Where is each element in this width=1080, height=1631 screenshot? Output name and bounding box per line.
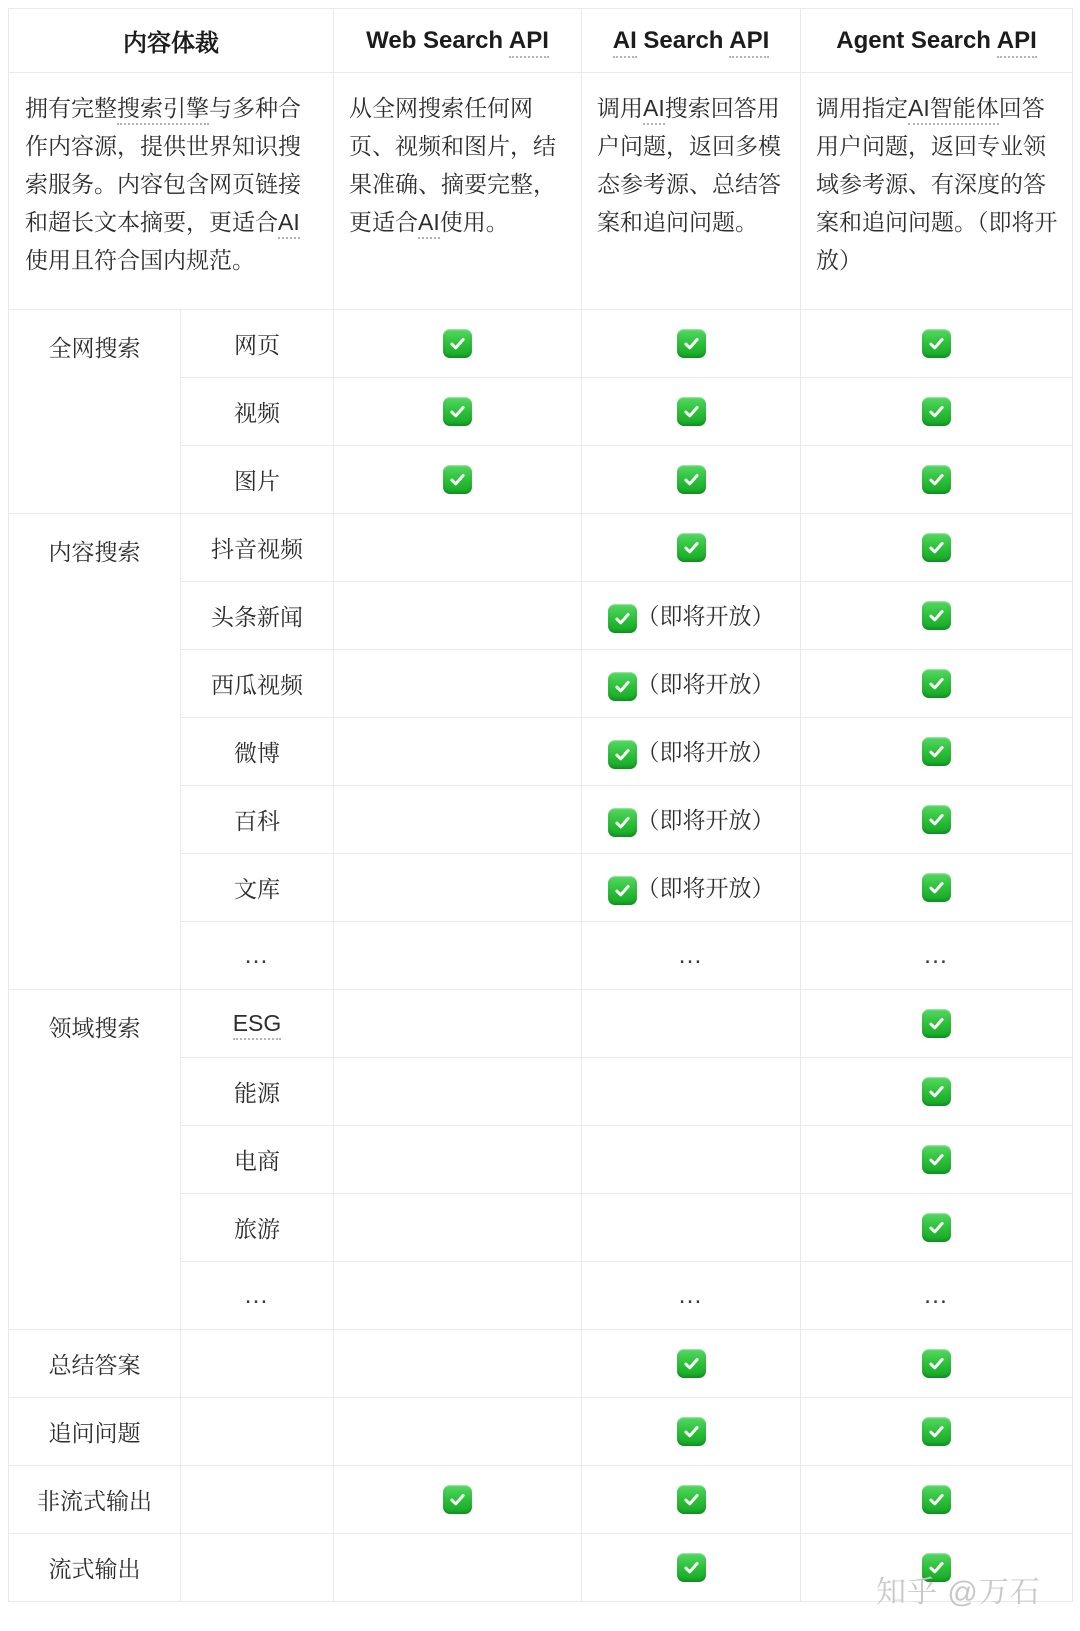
api-comparison-table [8, 8, 1073, 1602]
check-icon [922, 737, 951, 766]
web-search-api-cell [334, 1262, 582, 1330]
group-cell [9, 310, 181, 514]
desc-text: 拥有完整 [25, 95, 117, 121]
group-label: 领域搜索 [48, 1015, 141, 1041]
check-icon [443, 329, 472, 358]
header-label: Agent Search [836, 26, 997, 54]
ai-search-api-cell [582, 446, 801, 514]
ai-search-api-cell [582, 310, 801, 378]
item-label: 电商 [234, 1148, 280, 1174]
web-search-api-cell [334, 922, 582, 990]
item-cell [181, 1194, 334, 1262]
header-label-underlined: API [729, 27, 769, 58]
check-icon [922, 1485, 951, 1514]
feature-label: 追问问题 [48, 1420, 141, 1446]
ellipsis: … [677, 941, 705, 969]
ai-search-api-cell [582, 1058, 801, 1126]
soon-note: （即将开放） [636, 807, 775, 834]
watermark-text: 知乎 @万石 [876, 1576, 1041, 1609]
item-cell [181, 718, 334, 786]
ai-search-api-cell [582, 582, 801, 650]
desc-text-underlined: AI [643, 95, 665, 125]
description-ai-search-api [582, 73, 801, 310]
col-header-content-type [9, 9, 334, 73]
ai-search-api-cell [582, 1330, 801, 1398]
table-row [9, 990, 1073, 1058]
item-label: 头条新闻 [211, 604, 303, 630]
soon-note: （即将开放） [636, 671, 775, 698]
desc-text-underlined: 搜索引擎 [117, 95, 209, 125]
item-label: … [243, 941, 271, 969]
group-cell [9, 990, 181, 1330]
web-search-api-cell [334, 990, 582, 1058]
ai-search-api-cell [582, 786, 801, 854]
agent-search-api-cell [801, 1058, 1073, 1126]
check-icon [922, 873, 951, 902]
agent-search-api-cell [801, 1398, 1073, 1466]
item-cell [181, 922, 334, 990]
agent-search-api-cell [801, 514, 1073, 582]
ellipsis: … [677, 1281, 705, 1309]
check-icon [922, 805, 951, 834]
web-search-api-cell [334, 1534, 582, 1602]
description-web-search-api [334, 73, 582, 310]
ai-search-api-cell [582, 1194, 801, 1262]
agent-search-api-cell [801, 786, 1073, 854]
agent-search-api-cell [801, 582, 1073, 650]
empty-cell [181, 1534, 334, 1602]
ai-search-api-cell [582, 718, 801, 786]
ai-search-api-cell [582, 854, 801, 922]
table-row [9, 1398, 1073, 1466]
desc-text: 调用指定 [816, 95, 908, 121]
item-label: ESG [233, 1010, 282, 1040]
web-search-api-cell [334, 310, 582, 378]
desc-text-underlined: AI [418, 209, 440, 239]
desc-text: 搜索回答用户问题，返回多模态参考源、总结答案和追问问题。 [597, 95, 781, 235]
item-cell [181, 1262, 334, 1330]
agent-search-api-cell [801, 1194, 1073, 1262]
web-search-api-cell [334, 786, 582, 854]
agent-search-api-cell [801, 1330, 1073, 1398]
description-row [9, 73, 1073, 310]
check-icon [922, 1077, 951, 1106]
check-icon [922, 533, 951, 562]
check-icon [922, 1349, 951, 1378]
ai-search-api-cell [582, 1534, 801, 1602]
desc-text-underlined: AI [278, 209, 300, 239]
header-label: Web Search [366, 26, 509, 54]
soon-note: （即将开放） [636, 739, 775, 766]
ai-search-api-cell [582, 990, 801, 1058]
item-cell [181, 582, 334, 650]
check-icon [608, 672, 637, 701]
check-icon [443, 397, 472, 426]
item-label: 网页 [234, 332, 280, 358]
ellipsis: … [923, 941, 950, 969]
agent-search-api-cell [801, 1126, 1073, 1194]
agent-search-api-cell [801, 718, 1073, 786]
group-label: 内容搜索 [48, 539, 141, 565]
item-label: 视频 [234, 400, 280, 426]
check-icon [922, 1213, 951, 1242]
empty-cell [181, 1398, 334, 1466]
web-search-api-cell [334, 1466, 582, 1534]
agent-search-api-cell [801, 446, 1073, 514]
web-search-api-cell [334, 514, 582, 582]
item-label: … [243, 1281, 271, 1309]
web-search-api-cell [334, 854, 582, 922]
feature-label-cell [9, 1398, 181, 1466]
check-icon [677, 465, 706, 494]
check-icon [677, 1417, 706, 1446]
check-icon [677, 397, 706, 426]
agent-search-api-cell [801, 1262, 1073, 1330]
check-icon [608, 876, 637, 905]
ai-search-api-cell [582, 514, 801, 582]
check-icon [922, 1009, 951, 1038]
table-row [9, 310, 1073, 378]
ellipsis: … [923, 1281, 950, 1309]
empty-cell [181, 1330, 334, 1398]
agent-search-api-cell [801, 1466, 1073, 1534]
check-icon [677, 1485, 706, 1514]
ai-search-api-cell [582, 1466, 801, 1534]
item-cell [181, 786, 334, 854]
web-search-api-cell [334, 718, 582, 786]
header-row [9, 9, 1073, 73]
zhihu-watermark [876, 1567, 1041, 1611]
feature-label-cell [9, 1534, 181, 1602]
check-icon [922, 329, 951, 358]
agent-search-api-cell [801, 650, 1073, 718]
item-label: 文库 [234, 876, 280, 902]
check-icon [922, 397, 951, 426]
desc-text: 使用。 [439, 209, 509, 235]
item-label: 图片 [234, 468, 280, 494]
soon-note: （即将开放） [636, 603, 775, 630]
web-search-api-cell [334, 1126, 582, 1194]
header-label-underlined: API [509, 27, 549, 58]
desc-text: 从全网搜索任何网页、视频和图片，结果准确、摘要完整，更适合 [349, 95, 556, 235]
description-agent-search-api [801, 73, 1073, 310]
check-icon [608, 604, 637, 633]
check-icon [922, 601, 951, 630]
table-row [9, 1466, 1073, 1534]
desc-text: 调用 [597, 95, 643, 121]
item-label: 旅游 [234, 1216, 280, 1242]
soon-note: （即将开放） [636, 875, 775, 902]
desc-text: 使用且符合国内规范。 [25, 247, 255, 273]
item-cell [181, 650, 334, 718]
web-search-api-cell [334, 1058, 582, 1126]
description-content-type [9, 73, 334, 310]
header-label: 内容体裁 [123, 30, 219, 57]
ai-search-api-cell [582, 922, 801, 990]
check-icon [677, 329, 706, 358]
table-row [9, 1330, 1073, 1398]
item-label: 抖音视频 [211, 536, 303, 562]
item-cell [181, 1126, 334, 1194]
web-search-api-cell [334, 1194, 582, 1262]
check-icon [677, 1349, 706, 1378]
check-icon [677, 1553, 706, 1582]
check-icon [922, 669, 951, 698]
web-search-api-cell [334, 1398, 582, 1466]
group-label: 全网搜索 [48, 335, 141, 361]
check-icon [922, 465, 951, 494]
col-header-web-search-api [334, 9, 582, 73]
desc-text: 回答用户问题，返回专业领域参考源、有深度的答案和追问问题。（即将开放） [816, 95, 1058, 273]
feature-label-cell [9, 1330, 181, 1398]
header-label-underlined: AI [613, 27, 637, 58]
item-label: 百科 [234, 808, 280, 834]
agent-search-api-cell [801, 310, 1073, 378]
group-cell [9, 514, 181, 990]
item-cell [181, 990, 334, 1058]
agent-search-api-cell [801, 922, 1073, 990]
agent-search-api-cell [801, 990, 1073, 1058]
desc-text-underlined: AI智能体 [908, 95, 999, 125]
feature-label: 总结答案 [48, 1352, 141, 1378]
item-label: 微博 [234, 740, 280, 766]
web-search-api-cell [334, 1330, 582, 1398]
check-icon [922, 1145, 951, 1174]
check-icon [608, 740, 637, 769]
item-cell [181, 514, 334, 582]
table-row [9, 514, 1073, 582]
ai-search-api-cell [582, 378, 801, 446]
ai-search-api-cell [582, 1126, 801, 1194]
ai-search-api-cell [582, 1262, 801, 1330]
feature-label: 流式输出 [48, 1556, 141, 1582]
col-header-ai-search-api [582, 9, 801, 73]
web-search-api-cell [334, 582, 582, 650]
check-icon [608, 808, 637, 837]
web-search-api-cell [334, 446, 582, 514]
agent-search-api-cell [801, 854, 1073, 922]
item-cell [181, 378, 334, 446]
empty-cell [181, 1466, 334, 1534]
header-label: Search [636, 26, 730, 54]
item-label: 西瓜视频 [211, 672, 303, 698]
item-cell [181, 310, 334, 378]
check-icon [443, 465, 472, 494]
desc-text: 与多种合作内容源，提供世界知识搜索服务。内容包含网页链接和超长文本摘要，更适合 [25, 95, 301, 235]
item-cell [181, 854, 334, 922]
feature-label: 非流式输出 [37, 1488, 152, 1514]
item-cell [181, 1058, 334, 1126]
web-search-api-cell [334, 650, 582, 718]
check-icon [922, 1417, 951, 1446]
item-label: 能源 [234, 1080, 280, 1106]
check-icon [677, 533, 706, 562]
feature-label-cell [9, 1466, 181, 1534]
col-header-agent-search-api [801, 9, 1073, 73]
ai-search-api-cell [582, 650, 801, 718]
check-icon [443, 1485, 472, 1514]
header-label-underlined: API [997, 27, 1037, 58]
ai-search-api-cell [582, 1398, 801, 1466]
agent-search-api-cell [801, 378, 1073, 446]
web-search-api-cell [334, 378, 582, 446]
item-cell [181, 446, 334, 514]
